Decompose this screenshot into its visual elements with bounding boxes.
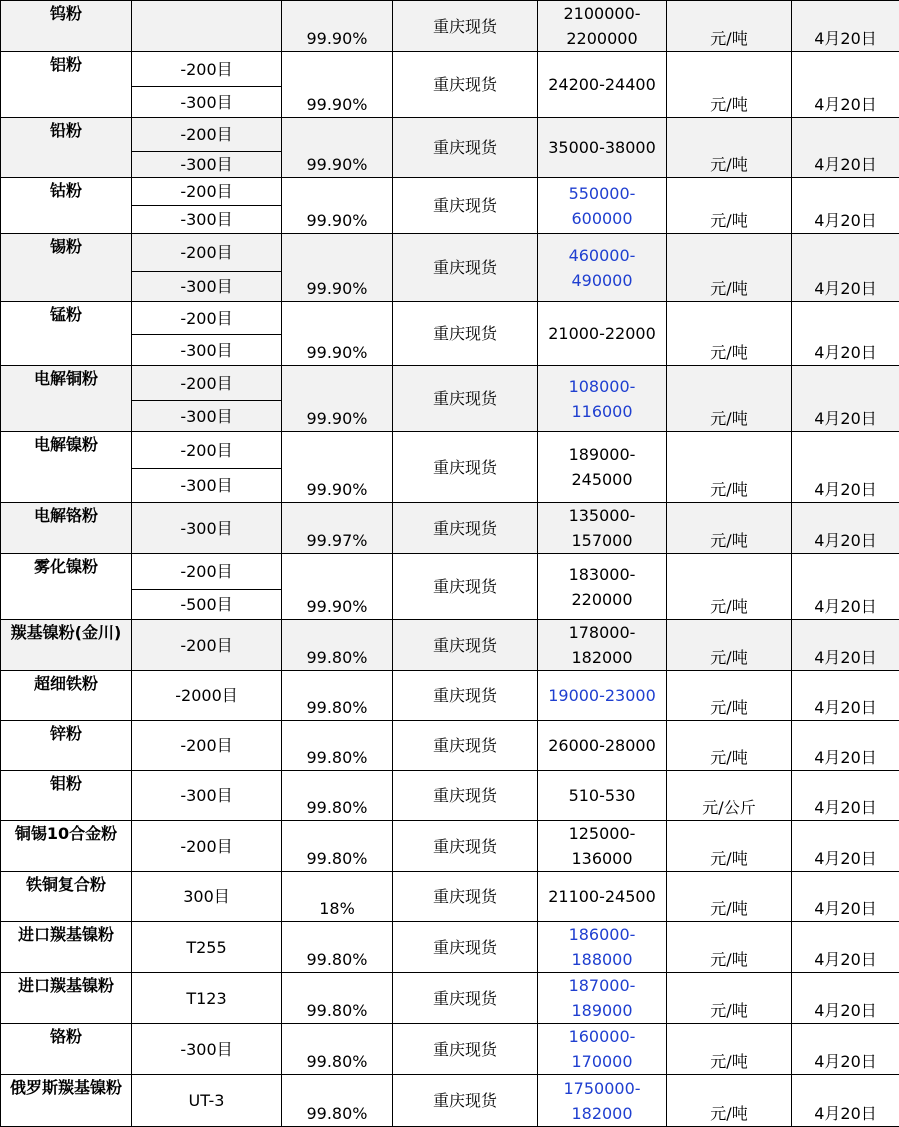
table-row [1, 922, 899, 973]
price-line: 170000 [540, 1049, 664, 1074]
price-line: 186000- [540, 922, 664, 947]
price-line: 19000-23000 [540, 683, 664, 708]
purity-cell: 99.80% [282, 973, 393, 1024]
unit-cell: 元/吨 [667, 52, 792, 118]
mesh-cell: -300目 [132, 152, 282, 178]
location-cell: 重庆现货 [393, 366, 538, 432]
price-line: 108000- [540, 374, 664, 399]
purity-cell: 99.80% [282, 771, 393, 821]
mesh-cell: 300目 [132, 872, 282, 922]
mesh-cell: -200目 [132, 432, 282, 469]
purity-cell: 99.90% [282, 52, 393, 118]
price-cell [538, 302, 667, 366]
price-line: 245000 [540, 467, 664, 492]
table-row [1, 973, 899, 1024]
mesh-cell: -300目 [132, 87, 282, 118]
table-row [1, 366, 899, 401]
material-name-cell: 进口羰基镍粉 [1, 922, 132, 973]
purity-cell: 99.80% [282, 1024, 393, 1075]
date-cell: 4月20日 [792, 503, 899, 554]
price-line: 220000 [540, 587, 664, 612]
price-line: 189000- [540, 442, 664, 467]
date-cell: 4月20日 [792, 52, 899, 118]
date-cell: 4月20日 [792, 620, 899, 671]
mesh-cell: -300目 [132, 469, 282, 503]
price-line: 35000-38000 [540, 135, 664, 160]
price-line: 1750000- [540, 1076, 664, 1101]
date-cell: 4月20日 [792, 872, 899, 922]
table-row [1, 178, 899, 206]
unit-cell: 元/吨 [667, 432, 792, 503]
date-cell: 4月20日 [792, 302, 899, 366]
mesh-cell: T255 [132, 922, 282, 973]
table-row [1, 872, 899, 922]
purity-cell: 99.80% [282, 1075, 393, 1127]
purity-cell: 99.90% [282, 178, 393, 234]
material-name-cell: 锰粉 [1, 302, 132, 366]
mesh-cell: -200目 [132, 554, 282, 590]
price-line: 460000- [540, 243, 664, 268]
purity-cell: 99.80% [282, 922, 393, 973]
date-cell: 4月20日 [792, 432, 899, 503]
unit-cell: 元/吨 [667, 178, 792, 234]
date-cell: 4月20日 [792, 234, 899, 302]
material-name-cell: 钼粉 [1, 771, 132, 821]
table-row [1, 1, 899, 52]
price-line: 136000 [540, 846, 664, 871]
table-row [1, 771, 899, 821]
price-line: 189000 [540, 998, 664, 1023]
date-cell: 4月20日 [792, 366, 899, 432]
purity-cell: 99.80% [282, 721, 393, 771]
price-cell [538, 366, 667, 432]
unit-cell: 元/吨 [667, 1075, 792, 1127]
mesh-cell: UT-3 [132, 1075, 282, 1127]
purity-cell: 18% [282, 872, 393, 922]
unit-cell: 元/吨 [667, 118, 792, 178]
location-cell: 重庆现货 [393, 620, 538, 671]
price-cell [538, 973, 667, 1024]
mesh-cell: -300目 [132, 335, 282, 366]
material-name-cell: 锌粉 [1, 721, 132, 771]
purity-cell: 99.80% [282, 620, 393, 671]
mesh-cell: -200目 [132, 52, 282, 87]
material-name-cell: 俄罗斯羰基镍粉 [1, 1075, 132, 1127]
mesh-cell: -200目 [132, 620, 282, 671]
material-name-cell: 雾化镍粉 [1, 554, 132, 620]
price-line: 135000- [540, 503, 664, 528]
mesh-cell: -300目 [132, 272, 282, 302]
unit-cell: 元/吨 [667, 821, 792, 872]
price-cell [538, 922, 667, 973]
price-line: 187000- [540, 973, 664, 998]
price-cell [538, 721, 667, 771]
price-line: 157000 [540, 528, 664, 553]
mesh-cell: -2000目 [132, 671, 282, 721]
price-line: 2200000 [540, 26, 664, 51]
mesh-cell [132, 1, 282, 52]
location-cell: 重庆现货 [393, 178, 538, 234]
table-body [1, 1, 899, 1127]
location-cell: 重庆现货 [393, 1075, 538, 1127]
table-row [1, 620, 899, 671]
price-cell [538, 178, 667, 234]
purity-cell: 99.90% [282, 1, 393, 52]
unit-cell: 元/吨 [667, 503, 792, 554]
material-name-cell: 电解镍粉 [1, 432, 132, 503]
location-cell: 重庆现货 [393, 1024, 538, 1075]
price-line: 510-530 [540, 783, 664, 808]
price-line: 600000 [540, 206, 664, 231]
material-name-cell: 钴粉 [1, 178, 132, 234]
mesh-cell: -200目 [132, 366, 282, 401]
date-cell: 4月20日 [792, 973, 899, 1024]
price-line: 24200-24400 [540, 72, 664, 97]
table-row [1, 52, 899, 87]
unit-cell: 元/吨 [667, 721, 792, 771]
purity-cell: 99.80% [282, 671, 393, 721]
purity-cell: 99.80% [282, 821, 393, 872]
mesh-cell: -300目 [132, 401, 282, 432]
table-row [1, 1024, 899, 1075]
price-cell [538, 234, 667, 302]
material-name-cell: 羰基镍粉(金川) [1, 620, 132, 671]
table-row [1, 503, 899, 554]
unit-cell: 元/吨 [667, 620, 792, 671]
material-name-cell: 铬粉 [1, 1024, 132, 1075]
price-cell [538, 1024, 667, 1075]
price-cell [538, 872, 667, 922]
price-line: 125000- [540, 821, 664, 846]
price-line: 182000 [540, 645, 664, 670]
location-cell: 重庆现货 [393, 671, 538, 721]
unit-cell: 元/吨 [667, 234, 792, 302]
location-cell: 重庆现货 [393, 554, 538, 620]
unit-cell: 元/吨 [667, 554, 792, 620]
material-name-cell: 铝粉 [1, 52, 132, 118]
mesh-cell: -300目 [132, 1024, 282, 1075]
date-cell: 4月20日 [792, 1075, 899, 1127]
table-row [1, 302, 899, 335]
material-name-cell: 进口羰基镍粉 [1, 973, 132, 1024]
purity-cell: 99.90% [282, 366, 393, 432]
location-cell: 重庆现货 [393, 1, 538, 52]
price-line: 21000-22000 [540, 321, 664, 346]
price-cell [538, 432, 667, 503]
mesh-cell: -200目 [132, 302, 282, 335]
price-line: 182000 [540, 1101, 664, 1126]
material-name-cell: 铁铜复合粉 [1, 872, 132, 922]
location-cell: 重庆现货 [393, 872, 538, 922]
table-row [1, 671, 899, 721]
material-name-cell: 电解铜粉 [1, 366, 132, 432]
price-cell [538, 771, 667, 821]
price-line: 178000- [540, 620, 664, 645]
material-name-cell: 铅粉 [1, 118, 132, 178]
location-cell: 重庆现货 [393, 234, 538, 302]
date-cell: 4月20日 [792, 771, 899, 821]
mesh-cell: -300目 [132, 206, 282, 234]
material-name-cell: 电解铬粉 [1, 503, 132, 554]
date-cell: 4月20日 [792, 1024, 899, 1075]
mesh-cell: -300目 [132, 503, 282, 554]
date-cell: 4月20日 [792, 821, 899, 872]
location-cell: 重庆现货 [393, 118, 538, 178]
price-cell [538, 671, 667, 721]
price-line: 550000- [540, 181, 664, 206]
location-cell: 重庆现货 [393, 503, 538, 554]
price-line: 183000- [540, 562, 664, 587]
price-line: 160000- [540, 1024, 664, 1049]
unit-cell: 元/吨 [667, 366, 792, 432]
table-row [1, 821, 899, 872]
mesh-cell: T123 [132, 973, 282, 1024]
mesh-cell: -200目 [132, 118, 282, 152]
price-cell [538, 1075, 667, 1127]
price-line: 2100000- [540, 1, 664, 26]
material-name-cell: 铜锡10合金粉 [1, 821, 132, 872]
location-cell: 重庆现货 [393, 771, 538, 821]
purity-cell: 99.90% [282, 432, 393, 503]
date-cell: 4月20日 [792, 1, 899, 52]
date-cell: 4月20日 [792, 922, 899, 973]
unit-cell: 元/吨 [667, 671, 792, 721]
date-cell: 4月20日 [792, 721, 899, 771]
purity-cell: 99.97% [282, 503, 393, 554]
table-row [1, 118, 899, 152]
date-cell: 4月20日 [792, 178, 899, 234]
material-name-cell: 钨粉 [1, 1, 132, 52]
table-row [1, 234, 899, 272]
location-cell: 重庆现货 [393, 52, 538, 118]
location-cell: 重庆现货 [393, 721, 538, 771]
unit-cell: 元/吨 [667, 922, 792, 973]
mesh-cell: -200目 [132, 821, 282, 872]
date-cell: 4月20日 [792, 118, 899, 178]
price-cell [538, 620, 667, 671]
table-row [1, 1075, 899, 1127]
location-cell: 重庆现货 [393, 302, 538, 366]
price-cell [538, 821, 667, 872]
purity-cell: 99.90% [282, 234, 393, 302]
mesh-cell: -200目 [132, 234, 282, 272]
unit-cell: 元/公斤 [667, 771, 792, 821]
location-cell: 重庆现货 [393, 973, 538, 1024]
price-cell [538, 503, 667, 554]
unit-cell: 元/吨 [667, 302, 792, 366]
mesh-cell: -200目 [132, 178, 282, 206]
mesh-cell: -500目 [132, 590, 282, 620]
unit-cell: 元/吨 [667, 872, 792, 922]
table-row [1, 721, 899, 771]
unit-cell: 元/吨 [667, 973, 792, 1024]
price-cell [538, 118, 667, 178]
mesh-cell: -200目 [132, 721, 282, 771]
price-line: 188000 [540, 947, 664, 972]
location-cell: 重庆现货 [393, 821, 538, 872]
date-cell: 4月20日 [792, 671, 899, 721]
table-row [1, 432, 899, 469]
price-line: 21100-24500 [540, 884, 664, 909]
purity-cell: 99.90% [282, 302, 393, 366]
mesh-cell: -300目 [132, 771, 282, 821]
material-name-cell: 超细铁粉 [1, 671, 132, 721]
price-line: 116000 [540, 399, 664, 424]
price-cell [538, 52, 667, 118]
location-cell: 重庆现货 [393, 432, 538, 503]
price-line: 490000 [540, 268, 664, 293]
material-name-cell: 锡粉 [1, 234, 132, 302]
price-line: 26000-28000 [540, 733, 664, 758]
price-cell [538, 554, 667, 620]
purity-cell: 99.90% [282, 554, 393, 620]
date-cell: 4月20日 [792, 554, 899, 620]
purity-cell: 99.90% [282, 118, 393, 178]
unit-cell: 元/吨 [667, 1024, 792, 1075]
location-cell: 重庆现货 [393, 922, 538, 973]
price-cell [538, 1, 667, 52]
table-row [1, 554, 899, 590]
unit-cell: 元/吨 [667, 1, 792, 52]
